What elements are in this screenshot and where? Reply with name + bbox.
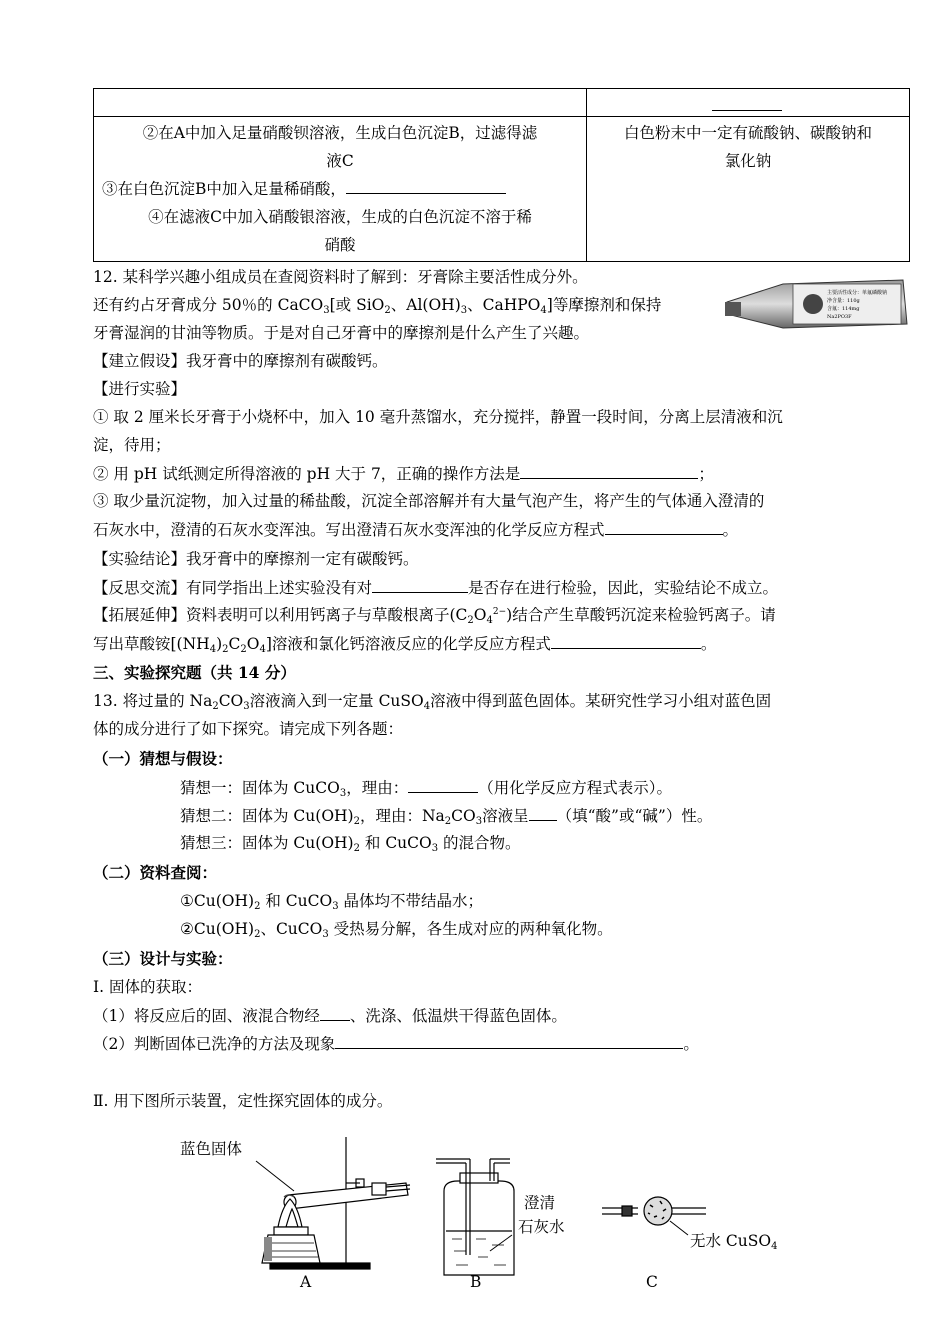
reference-1: $①Cu(OH)_2$ 和 CuCO$_3$ 晶体均不带结晶水；	[180, 892, 484, 912]
guess-2: 猜想二：固体为 $Cu(OH)_2$，理由：$Na_2CO_3$溶液呈 （填“酸”或“碱”）性。	[180, 804, 712, 827]
answer-blank-oxalate-equation[interactable]	[551, 632, 701, 649]
q12-experiment-heading: 【进行实验】	[93, 380, 187, 398]
label-limewater-2: 石灰水	[518, 1218, 565, 1236]
label-blue-solid: 蓝色固体	[180, 1140, 243, 1158]
step-obtain-1: （1）将反应后的固、液混合物经 、洗涤、低温烘干得蓝色固体。	[93, 1004, 567, 1027]
answer-blank-ph-method[interactable]	[520, 462, 698, 479]
table-cell-empty-right	[587, 89, 910, 117]
label-apparatus-c: C	[646, 1273, 658, 1291]
q12-step3: ③ 取少量沉淀物，加入过量的稀盐酸，沉淀全部溶解并有大量气泡产生，将产生的气体通入澄清的	[93, 492, 765, 510]
step-obtain-solid: Ⅰ. 固体的获取：	[93, 978, 202, 996]
answer-blank-limewater-equation[interactable]	[605, 518, 723, 535]
step-2-line1: ②在A中加入足量硝酸钡溶液，生成白色沉淀B，过滤得滤	[142, 124, 538, 142]
q12-conclusion: 【实验结论】我牙膏中的摩擦剂一定有碳酸钙。	[93, 550, 419, 568]
guess-1: 猜想一：固体为 CuCO$_3$，理由： （用化学反应方程式表示）。	[180, 776, 672, 799]
step-2-line2: 液C	[326, 152, 354, 170]
answer-blank-washing[interactable]	[335, 1032, 683, 1049]
experiment-table	[93, 88, 910, 262]
q13-line2: 体的成分进行了如下探究。请完成下列各题：	[93, 720, 404, 738]
q12-step2: ② 用 pH 试纸测定所得溶液的 pH 大于 7，正确的操作方法是 ；	[93, 462, 714, 485]
label-apparatus-b: B	[470, 1273, 482, 1291]
toothpaste-image	[723, 272, 911, 338]
label-apparatus-a: A	[300, 1273, 312, 1291]
answer-blank-filtration[interactable]	[320, 1004, 350, 1021]
answer-blank-reflection[interactable]	[372, 576, 468, 593]
svg-text:净含量：110g: 净含量：110g	[827, 298, 860, 304]
label-limewater-1: 澄清	[524, 1194, 556, 1212]
answer-blank-step3[interactable]	[346, 177, 506, 194]
q13-heading-design: （三）设计与实验：	[93, 949, 233, 968]
apparatus-figure	[160, 1125, 800, 1300]
q12-hypothesis: 【建立假设】我牙膏中的摩擦剂有碳酸钙。	[93, 352, 388, 370]
table-cell-conclusion	[587, 117, 910, 262]
section3-heading: 三、实验探究题（共 14 分）	[93, 663, 296, 682]
q13-line1: 13. 将过量的 $Na_2CO_3$溶液滴入到一定量 CuSO$_4$溶液中得到蓝色固体。某研究性学习小组对蓝色固	[93, 692, 772, 712]
svg-text:主要活性成分：单氟磷酸钠: 主要活性成分：单氟磷酸钠	[827, 290, 888, 296]
answer-blank-guess1[interactable]	[408, 776, 478, 793]
guess-3: 猜想三：固体为 $Cu(OH)_2$ 和 CuCO$_3$ 的混合物。	[180, 834, 521, 854]
step-4-line2: 硝酸	[324, 236, 356, 254]
q12-line3: 牙膏湿润的甘油等物质。于是对自己牙膏中的摩擦剂是什么产生了兴趣。	[93, 324, 590, 342]
conclusion-line1: 白色粉末中一定有硫酸钠、碳酸钠和	[623, 124, 872, 142]
table-cell-empty	[94, 89, 587, 117]
svg-text:含氟：114mg: 含氟：114mg	[827, 306, 860, 312]
q12-line2: 还有约占牙膏成分 50％的 CaCO$_3$[或 SiO$_2$、$Al(OH)_3$、CaHPO$_4$]等摩擦剂和保持	[93, 296, 662, 316]
label-anhydrous-cuso4: 无水 CuSO$_4$	[690, 1232, 778, 1252]
q12-step1-cont: 淀，待用；	[93, 436, 171, 454]
reference-2: $②Cu(OH)_2$、CuCO$_3$ 受热易分解，各生成对应的两种氧化物。	[180, 920, 613, 940]
answer-blank-guess2[interactable]	[529, 804, 557, 821]
svg-text:Na2PO3F: Na2PO3F	[827, 314, 852, 320]
q12-step1: ① 取 2 厘米长牙膏于小烧杯中，加入 10 毫升蒸馏水，充分搅拌，静置一段时间，分离上层清液和沉	[93, 408, 783, 426]
table-cell-steps	[94, 117, 587, 262]
q12-extension-cont: 写出草酸铵$[(NH_4)_2C_2O_4]$溶液和氯化钙溶液反应的化学反应方程式 。	[93, 632, 716, 655]
step-obtain-2: （2）判断固体已洗净的方法及现象 。	[93, 1032, 699, 1055]
q12-extension: 【拓展延伸】资料表明可以利用钙离子与草酸根离子$(C_2O_4^{2-})$结合产生草酸钙沉淀来检验钙离子。请	[93, 606, 776, 626]
step-3: ③在白色沉淀B中加入足量稀硝酸，	[94, 175, 586, 203]
q13-heading-references: （二）资料查阅：	[93, 863, 218, 882]
conclusion-line2: 氯化钠	[724, 152, 772, 170]
q13-heading-hypothesis: （一）猜想与假设：	[93, 749, 233, 768]
q12-line1: 12. 某科学兴趣小组成员在查阅资料时了解到：牙膏除主要活性成分外。	[93, 268, 588, 286]
step-4-line1: ④在滤液C中加入硝酸银溶液，生成的白色沉淀不溶于稀	[148, 208, 532, 226]
step-qualitative: Ⅱ. 用下图所示装置，定性探究固体的成分。	[93, 1092, 393, 1110]
q12-reflection: 【反思交流】有同学指出上述实验没有对 是否存在进行检验，因此，实验结论不成立。	[93, 576, 778, 599]
q12-step3-cont: 石灰水中，澄清的石灰水变浑浊。写出澄清石灰水变浑浊的化学反应方程式 。	[93, 518, 738, 541]
